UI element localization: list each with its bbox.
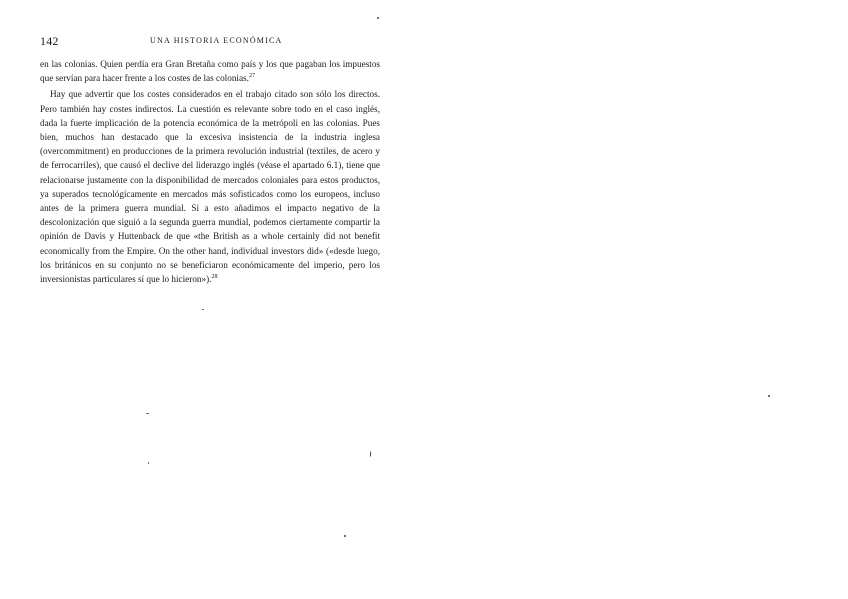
- footnote-marker: 28: [211, 273, 218, 280]
- scan-speck: [146, 413, 149, 414]
- scan-speck: [202, 309, 204, 310]
- scan-speck: [768, 395, 770, 397]
- footnote-marker: 27: [248, 73, 255, 80]
- paragraph-text: Hay que advertir que los costes considerados en el trabajo citado son sólo los directos. Pero también hay costes indirectos. La cuestión es relevante sobre todo en el caso inglés, dada la fuerte implicación de la potencia económica de la metrópoli en las colonias. Pues bien, muchos han destacado que la excesiva insistencia de la industria inglesa (overcommitment) en producciones de la primera revolución industrial (textiles, de acero y de ferrocarriles), que causó el declive del liderazgo inglés (véase el apartado 6.1), tiene que relacionarse justamente con la disponibilidad de mercados coloniales para estos productos, ya superados tecnológicamente en mercados más sofisticados como los europeos, incluso antes de la primera guerra mundial. Si a esto añadimos el impacto negativo de la descolonización que siguió a la segunda guerra mundial, podemos ciertamente compartir la opinión de Davis y Huttenback de que «the British as a whole certainly did not benefit economically from the Empire. On the other hand, individual investors did» («desde luego, los británicos en su conjunto no se beneficiaron económicamente del imperio, pero los inversionistas particulares sí que lo hicieron»).: [40, 89, 380, 285]
- scan-speck: [148, 462, 149, 464]
- paragraph-text: en las colonias. Quien perdía era Gran Bretaña como país y los que pagaban los impuestos que servían para hacer frente a los costes de las colonias.: [40, 59, 380, 84]
- paragraph: [40, 57, 380, 85]
- paragraph: [40, 87, 380, 286]
- scan-speck: [377, 17, 379, 19]
- page-number: 142: [40, 34, 59, 48]
- scan-speck: [370, 451, 371, 457]
- running-head: [40, 34, 386, 48]
- scan-speck: [344, 535, 346, 537]
- body-text: [40, 57, 380, 286]
- book-title: UNA HISTORIA ECONÓMICA: [150, 36, 283, 45]
